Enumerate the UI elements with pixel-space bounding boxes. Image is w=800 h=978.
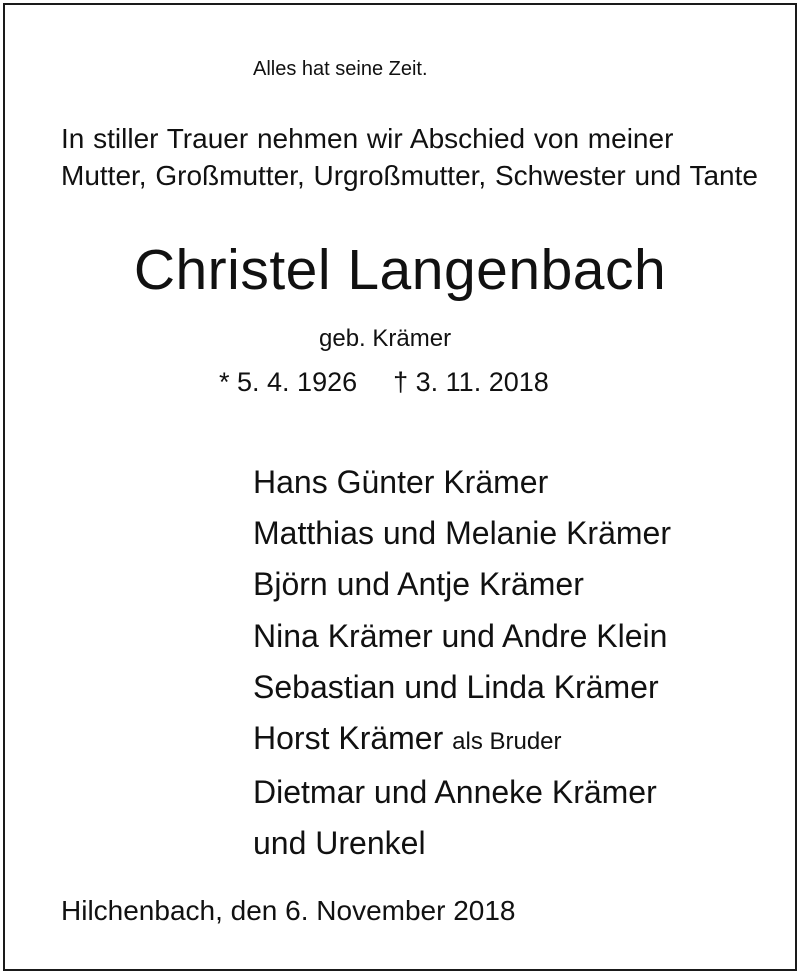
- mourners-list: [253, 457, 671, 870]
- mourner-item: [253, 508, 671, 559]
- place-and-date: Hilchenbach, den 6. November 2018: [61, 895, 516, 926]
- death-date: † 3. 11. 2018: [393, 367, 549, 397]
- motto: Alles hat seine Zeit.: [253, 58, 428, 80]
- mourner-name: Nina Krämer und Andre Klein: [253, 617, 668, 654]
- obituary-notice: [3, 3, 797, 971]
- deceased-name: Christel Langenbach: [133, 238, 667, 302]
- mourner-name: Horst Krämer: [253, 720, 444, 757]
- mourner-item: [253, 611, 671, 662]
- mourner-item: [253, 713, 671, 767]
- mourner-item: [253, 767, 671, 818]
- mourner-name: Sebastian und Linda Krämer: [253, 668, 659, 705]
- birth-date: * 5. 4. 1926: [219, 367, 358, 397]
- intro-text: In stiller Trauer nehmen wir Abschied von meiner Mutter, Großmutter, Urgroßmutter, Schwester und Tante: [61, 123, 758, 191]
- mourner-item: [253, 559, 671, 610]
- mourner-name: Dietmar und Anneke Krämer: [253, 774, 657, 811]
- mourner-item: [253, 818, 671, 869]
- mourner-name: Björn und Antje Krämer: [253, 566, 584, 603]
- mourner-item: [253, 662, 671, 713]
- life-dates: [219, 367, 549, 398]
- mourner-name: Hans Günter Krämer: [253, 464, 549, 500]
- mourner-relation: als Bruder: [452, 728, 562, 756]
- mourner-name: und Urenkel: [253, 825, 426, 862]
- mourner-item: [253, 457, 671, 508]
- mourner-name: Matthias und Melanie Krämer: [253, 515, 671, 552]
- birth-name: geb. Krämer: [319, 325, 452, 352]
